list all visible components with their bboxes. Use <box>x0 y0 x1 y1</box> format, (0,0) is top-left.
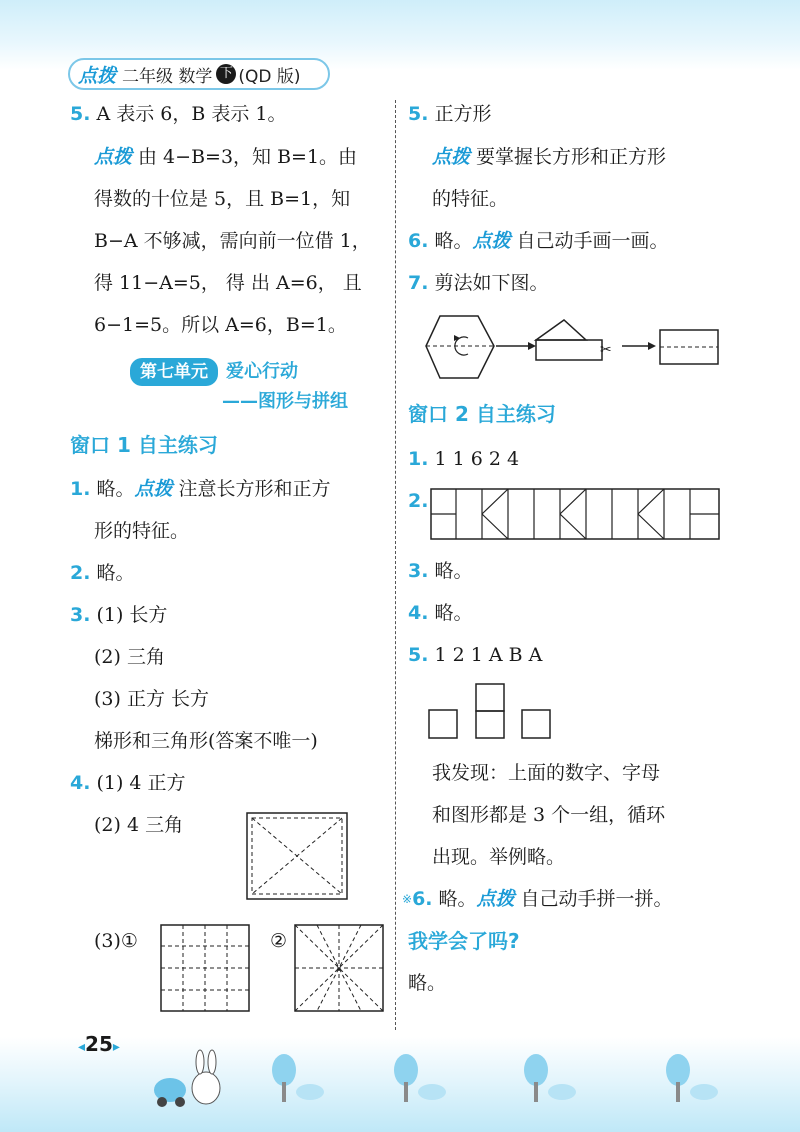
right-w2q4: 4. 略。 <box>408 602 473 624</box>
right-w2q1: 1. 1 1 6 2 4 <box>408 448 520 470</box>
left-q5 <box>70 101 286 127</box>
right-w2q2: 2. <box>408 490 429 512</box>
left-q4a: 4. (1) 4 正方 <box>70 772 186 794</box>
left-q3a: 3. (1) 长方 <box>70 604 168 626</box>
star-fold-figure <box>294 924 386 1014</box>
grid-fold-figure <box>160 924 252 1014</box>
left-q5-tip-line5: 6−1=5。所以 A=6，B=1。 <box>94 314 347 336</box>
unit-title: 爱心行动 <box>226 361 298 382</box>
cutting-steps-figure <box>424 314 724 382</box>
volume-badge: 下 <box>216 64 236 84</box>
bunny-car-illustration <box>150 1050 230 1112</box>
shape-split-figure <box>430 488 722 542</box>
unit-subtitle: ——图形与拼组 <box>222 391 348 412</box>
tip-text: 由 4−B=3，知 B=1。由 <box>138 146 358 168</box>
unit-heading <box>130 358 298 386</box>
svg-text:✂: ✂ <box>600 342 612 358</box>
tree-illustration <box>390 1052 450 1108</box>
right-q6: 6. 略。点拨 自己动手画一画。 <box>408 230 669 252</box>
tip-label: 点拨 <box>94 146 133 168</box>
left-q1: 1. 略。点拨 注意长方形和正方 <box>70 478 331 500</box>
tree-illustration <box>520 1052 580 1108</box>
right-w2q5-line2: 和图形都是 3 个一组，循环 <box>432 804 666 826</box>
right-q5-tip-line1: 点拨 要掌握长方形和正方形 <box>432 146 667 168</box>
page-header <box>68 58 330 90</box>
tip-label: 点拨 <box>134 478 173 500</box>
right-w2q3: 3. 略。 <box>408 560 473 582</box>
learned-heading: 我学会了吗? <box>408 929 520 953</box>
header-subject: 二年级 数学 <box>122 66 213 87</box>
right-w2q5-line1: 我发现：上面的数字、字母 <box>432 762 661 784</box>
left-q3c: (3) 正方 长方 <box>94 688 209 710</box>
left-q5-tip-line1 <box>94 144 357 170</box>
right-w2q5-line3: 出现。举例略。 <box>432 846 566 868</box>
column-divider <box>395 100 396 1030</box>
square-diagonals-figure <box>246 812 350 902</box>
header-logo: 点拨 <box>78 64 117 87</box>
tip-label: 点拨 <box>472 230 511 252</box>
right-w2q5: 5. 1 2 1 A B A <box>408 644 543 666</box>
left-q4c: (3)① <box>94 930 138 952</box>
left-q5-tip-line3: B−A 不够减，需向前一位借 1， <box>94 230 371 252</box>
tip-label: 点拨 <box>432 146 471 168</box>
tree-illustration <box>662 1052 722 1108</box>
left-q3b: (2) 三角 <box>94 646 165 668</box>
window2-heading: 窗口 2 自主练习 <box>408 402 556 426</box>
left-q1-cont: 形的特征。 <box>94 520 190 542</box>
tip-label: 点拨 <box>476 888 515 910</box>
learned-answer: 略。 <box>408 972 447 994</box>
left-q5-tip-line2: 得数的十位是 5，且 B=1，知 <box>94 188 351 210</box>
right-q7: 7. 剪法如下图。 <box>408 272 549 294</box>
left-q3d: 梯形和三角形(答案不唯一) <box>94 730 318 752</box>
right-w2q6: ※6. 略。点拨 自己动手拼一拼。 <box>402 888 673 910</box>
header-edition: (QD 版) <box>238 66 301 87</box>
left-q5-tip-line4: 得 11−A=5， 得 出 A=6， 且 <box>94 272 362 294</box>
tree-illustration <box>268 1052 328 1108</box>
right-q5: 5. 正方形 <box>408 103 492 125</box>
left-q4c2: ② <box>270 930 288 952</box>
question-number: 5. <box>70 103 91 125</box>
answer-text: A 表示 6，B 表示 1。 <box>96 103 287 125</box>
unit-badge: 第七单元 <box>130 358 218 386</box>
left-q4b: (2) 4 三角 <box>94 814 184 836</box>
square-pattern-figure <box>428 684 554 742</box>
right-q5-tip-line2: 的特征。 <box>432 188 509 210</box>
page-number: ◂25▸ <box>78 1032 120 1056</box>
left-q2: 2. 略。 <box>70 562 135 584</box>
window1-heading: 窗口 1 自主练习 <box>70 433 218 457</box>
